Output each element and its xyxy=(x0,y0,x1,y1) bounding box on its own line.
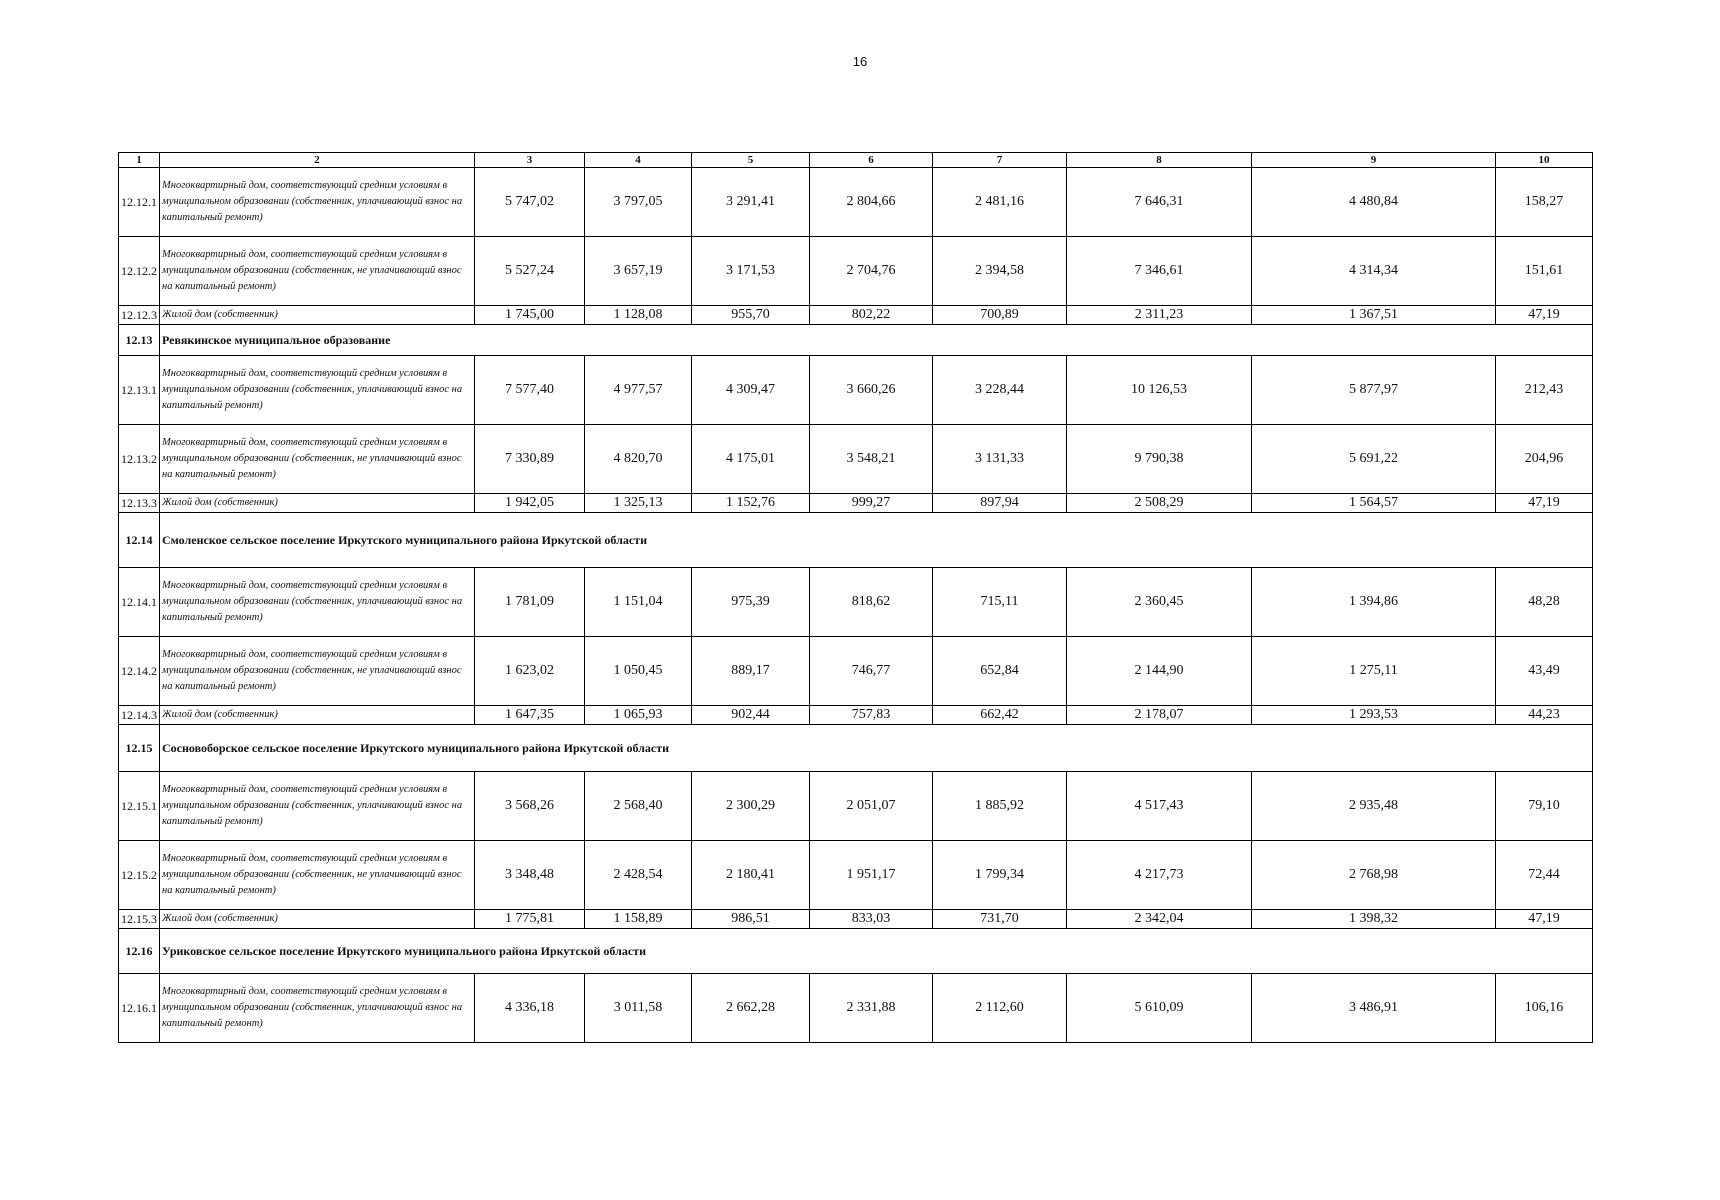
value-cell: 3 131,33 xyxy=(933,425,1067,494)
row-code: 12.14.2 xyxy=(119,637,160,706)
column-header: 6 xyxy=(810,153,933,168)
value-cell: 2 804,66 xyxy=(810,168,933,237)
value-cell: 3 348,48 xyxy=(475,841,585,910)
table-row xyxy=(119,974,1593,1043)
section-title: Уриковское сельское поселение Иркутского муниципального района Иркутской области xyxy=(160,929,1593,974)
value-cell: 4 977,57 xyxy=(585,356,692,425)
value-cell: 1 394,86 xyxy=(1252,568,1496,637)
row-description: Жилой дом (собственник) xyxy=(160,306,475,325)
row-code: 12.12.3 xyxy=(119,306,160,325)
value-cell: 1 325,13 xyxy=(585,494,692,513)
table-row xyxy=(119,637,1593,706)
row-description: Многоквартирный дом, соответствующий средним условиям в муниципальном образовании (собственник, не уплачивающий взнос на капитальный ремонт) xyxy=(160,237,475,306)
value-cell: 715,11 xyxy=(933,568,1067,637)
value-cell: 2 935,48 xyxy=(1252,772,1496,841)
value-cell: 4 217,73 xyxy=(1067,841,1252,910)
value-cell: 2 704,76 xyxy=(810,237,933,306)
value-cell: 652,84 xyxy=(933,637,1067,706)
row-description: Многоквартирный дом, соответствующий средним условиям в муниципальном образовании (собственник, не уплачивающий взнос на капитальный ремонт) xyxy=(160,841,475,910)
value-cell: 3 548,21 xyxy=(810,425,933,494)
value-cell: 1 367,51 xyxy=(1252,306,1496,325)
value-cell: 2 481,16 xyxy=(933,168,1067,237)
value-cell: 9 790,38 xyxy=(1067,425,1252,494)
column-header: 3 xyxy=(475,153,585,168)
value-cell: 1 647,35 xyxy=(475,706,585,725)
value-cell: 955,70 xyxy=(692,306,810,325)
value-cell: 4 480,84 xyxy=(1252,168,1496,237)
value-cell: 3 660,26 xyxy=(810,356,933,425)
value-cell: 897,94 xyxy=(933,494,1067,513)
value-cell: 2 568,40 xyxy=(585,772,692,841)
value-cell: 5 747,02 xyxy=(475,168,585,237)
value-cell: 7 577,40 xyxy=(475,356,585,425)
section-row xyxy=(119,725,1593,772)
value-cell: 757,83 xyxy=(810,706,933,725)
row-code: 12.15.3 xyxy=(119,910,160,929)
row-code: 12.13.1 xyxy=(119,356,160,425)
value-cell: 662,42 xyxy=(933,706,1067,725)
section-row xyxy=(119,513,1593,568)
value-cell: 158,27 xyxy=(1496,168,1593,237)
value-cell: 3 011,58 xyxy=(585,974,692,1043)
value-cell: 151,61 xyxy=(1496,237,1593,306)
value-cell: 1 065,93 xyxy=(585,706,692,725)
value-cell: 2 311,23 xyxy=(1067,306,1252,325)
value-cell: 5 610,09 xyxy=(1067,974,1252,1043)
value-cell: 47,19 xyxy=(1496,306,1593,325)
value-cell: 2 360,45 xyxy=(1067,568,1252,637)
value-cell: 802,22 xyxy=(810,306,933,325)
table-body xyxy=(119,168,1593,1043)
value-cell: 4 820,70 xyxy=(585,425,692,494)
column-header: 5 xyxy=(692,153,810,168)
section-code: 12.16 xyxy=(119,929,160,974)
value-cell: 48,28 xyxy=(1496,568,1593,637)
value-cell: 1 564,57 xyxy=(1252,494,1496,513)
value-cell: 1 781,09 xyxy=(475,568,585,637)
value-cell: 10 126,53 xyxy=(1067,356,1252,425)
value-cell: 2 508,29 xyxy=(1067,494,1252,513)
value-cell: 3 171,53 xyxy=(692,237,810,306)
section-row xyxy=(119,325,1593,356)
table-row xyxy=(119,841,1593,910)
section-title: Смоленское сельское поселение Иркутского муниципального района Иркутской области xyxy=(160,513,1593,568)
value-cell: 999,27 xyxy=(810,494,933,513)
value-cell: 1 158,89 xyxy=(585,910,692,929)
value-cell: 1 293,53 xyxy=(1252,706,1496,725)
tariff-table xyxy=(118,152,1593,1043)
value-cell: 818,62 xyxy=(810,568,933,637)
row-description: Жилой дом (собственник) xyxy=(160,910,475,929)
section-code: 12.13 xyxy=(119,325,160,356)
value-cell: 7 646,31 xyxy=(1067,168,1252,237)
value-cell: 3 797,05 xyxy=(585,168,692,237)
value-cell: 1 942,05 xyxy=(475,494,585,513)
value-cell: 1 128,08 xyxy=(585,306,692,325)
column-header: 8 xyxy=(1067,153,1252,168)
row-code: 12.15.2 xyxy=(119,841,160,910)
value-cell: 4 336,18 xyxy=(475,974,585,1043)
row-code: 12.16.1 xyxy=(119,974,160,1043)
row-code: 12.15.1 xyxy=(119,772,160,841)
column-header: 4 xyxy=(585,153,692,168)
value-cell: 902,44 xyxy=(692,706,810,725)
table-row xyxy=(119,910,1593,929)
value-cell: 1 799,34 xyxy=(933,841,1067,910)
table-row xyxy=(119,237,1593,306)
section-code: 12.15 xyxy=(119,725,160,772)
table-row xyxy=(119,772,1593,841)
column-header: 1 xyxy=(119,153,160,168)
table-row xyxy=(119,168,1593,237)
value-cell: 2 394,58 xyxy=(933,237,1067,306)
value-cell: 2 180,41 xyxy=(692,841,810,910)
row-code: 12.14.3 xyxy=(119,706,160,725)
value-cell: 4 314,34 xyxy=(1252,237,1496,306)
value-cell: 106,16 xyxy=(1496,974,1593,1043)
value-cell: 2 144,90 xyxy=(1067,637,1252,706)
section-code: 12.14 xyxy=(119,513,160,568)
value-cell: 2 662,28 xyxy=(692,974,810,1043)
value-cell: 7 346,61 xyxy=(1067,237,1252,306)
value-cell: 44,23 xyxy=(1496,706,1593,725)
value-cell: 1 398,32 xyxy=(1252,910,1496,929)
value-cell: 3 228,44 xyxy=(933,356,1067,425)
value-cell: 2 342,04 xyxy=(1067,910,1252,929)
value-cell: 2 051,07 xyxy=(810,772,933,841)
row-description: Многоквартирный дом, соответствующий средним условиям в муниципальном образовании (собственник, не уплачивающий взнос на капитальный ремонт) xyxy=(160,425,475,494)
value-cell: 3 486,91 xyxy=(1252,974,1496,1043)
column-header: 7 xyxy=(933,153,1067,168)
row-code: 12.12.2 xyxy=(119,237,160,306)
value-cell: 1 151,04 xyxy=(585,568,692,637)
value-cell: 731,70 xyxy=(933,910,1067,929)
value-cell: 5 527,24 xyxy=(475,237,585,306)
row-code: 12.14.1 xyxy=(119,568,160,637)
row-description: Многоквартирный дом, соответствующий средним условиям в муниципальном образовании (собственник, уплачивающий взнос на капитальный ремонт) xyxy=(160,568,475,637)
value-cell: 3 657,19 xyxy=(585,237,692,306)
row-description: Многоквартирный дом, соответствующий средним условиям в муниципальном образовании (собственник, уплачивающий взнос на капитальный ремонт) xyxy=(160,772,475,841)
value-cell: 2 178,07 xyxy=(1067,706,1252,725)
value-cell: 1 152,76 xyxy=(692,494,810,513)
value-cell: 1 623,02 xyxy=(475,637,585,706)
value-cell: 833,03 xyxy=(810,910,933,929)
value-cell: 72,44 xyxy=(1496,841,1593,910)
value-cell: 47,19 xyxy=(1496,910,1593,929)
value-cell: 7 330,89 xyxy=(475,425,585,494)
table-row xyxy=(119,706,1593,725)
value-cell: 4 175,01 xyxy=(692,425,810,494)
value-cell: 2 300,29 xyxy=(692,772,810,841)
value-cell: 1 951,17 xyxy=(810,841,933,910)
value-cell: 1 275,11 xyxy=(1252,637,1496,706)
section-title: Сосновоборское сельское поселение Иркутского муниципального района Иркутской области xyxy=(160,725,1593,772)
row-description: Жилой дом (собственник) xyxy=(160,494,475,513)
column-header: 9 xyxy=(1252,153,1496,168)
row-code: 12.13.2 xyxy=(119,425,160,494)
value-cell: 1 050,45 xyxy=(585,637,692,706)
table-row xyxy=(119,494,1593,513)
value-cell: 79,10 xyxy=(1496,772,1593,841)
column-number-row xyxy=(119,153,1593,168)
column-header: 2 xyxy=(160,153,475,168)
row-code: 12.13.3 xyxy=(119,494,160,513)
table-row xyxy=(119,568,1593,637)
value-cell: 3 291,41 xyxy=(692,168,810,237)
value-cell: 204,96 xyxy=(1496,425,1593,494)
value-cell: 3 568,26 xyxy=(475,772,585,841)
value-cell: 2 331,88 xyxy=(810,974,933,1043)
row-description: Жилой дом (собственник) xyxy=(160,706,475,725)
value-cell: 986,51 xyxy=(692,910,810,929)
table-row xyxy=(119,356,1593,425)
value-cell: 2 112,60 xyxy=(933,974,1067,1043)
section-row xyxy=(119,929,1593,974)
row-description: Многоквартирный дом, соответствующий средним условиям в муниципальном образовании (собственник, уплачивающий взнос на капитальный ремонт) xyxy=(160,974,475,1043)
value-cell: 975,39 xyxy=(692,568,810,637)
value-cell: 4 517,43 xyxy=(1067,772,1252,841)
table-row xyxy=(119,425,1593,494)
value-cell: 43,49 xyxy=(1496,637,1593,706)
value-cell: 746,77 xyxy=(810,637,933,706)
column-header: 10 xyxy=(1496,153,1593,168)
value-cell: 2 768,98 xyxy=(1252,841,1496,910)
value-cell: 5 877,97 xyxy=(1252,356,1496,425)
value-cell: 1 775,81 xyxy=(475,910,585,929)
table-row xyxy=(119,306,1593,325)
value-cell: 2 428,54 xyxy=(585,841,692,910)
section-title: Ревякинское муниципальное образование xyxy=(160,325,1593,356)
row-code: 12.12.1 xyxy=(119,168,160,237)
value-cell: 1 745,00 xyxy=(475,306,585,325)
value-cell: 700,89 xyxy=(933,306,1067,325)
page-number: 16 xyxy=(852,54,868,69)
row-description: Многоквартирный дом, соответствующий средним условиям в муниципальном образовании (собственник, не уплачивающий взнос на капитальный ремонт) xyxy=(160,637,475,706)
row-description: Многоквартирный дом, соответствующий средним условиям в муниципальном образовании (собственник, уплачивающий взнос на капитальный ремонт) xyxy=(160,356,475,425)
value-cell: 889,17 xyxy=(692,637,810,706)
value-cell: 47,19 xyxy=(1496,494,1593,513)
row-description: Многоквартирный дом, соответствующий средним условиям в муниципальном образовании (собственник, уплачивающий взнос на капитальный ремонт) xyxy=(160,168,475,237)
value-cell: 5 691,22 xyxy=(1252,425,1496,494)
value-cell: 1 885,92 xyxy=(933,772,1067,841)
value-cell: 4 309,47 xyxy=(692,356,810,425)
value-cell: 212,43 xyxy=(1496,356,1593,425)
